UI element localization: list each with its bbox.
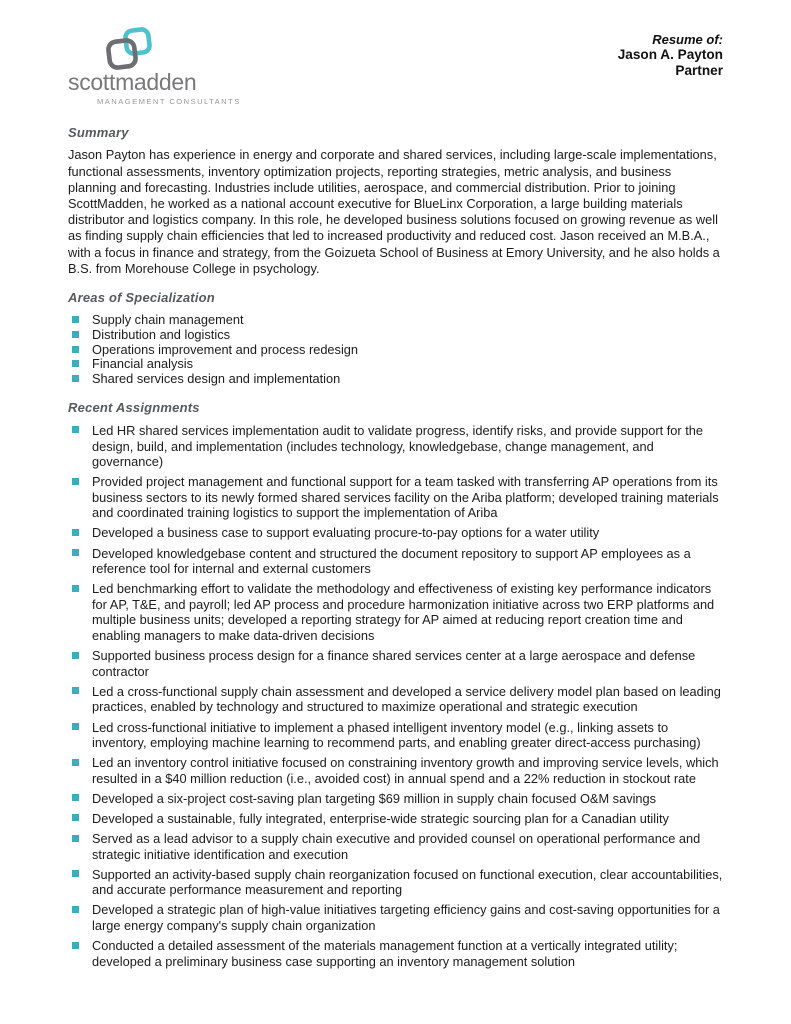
bullet-square-icon xyxy=(72,723,79,730)
resume-of-block xyxy=(618,26,723,79)
bullet-square-icon xyxy=(72,549,79,556)
list-item-text: Provided project management and functional support for a team tasked with transferring AP operations from its business sectors to its newly formed shared services facility on the Ariba platform; developed training materials and coordinated training logistics to support the implementation of Ariba xyxy=(92,474,719,521)
bullet-square-icon xyxy=(72,835,79,842)
list-item-text: Distribution and logistics xyxy=(92,326,230,342)
list-item-text: Led a cross-functional supply chain assessment and developed a service delivery model plan based on leading practices, enabled by technology and structured to maximize operational and strategic execution xyxy=(92,683,721,715)
brand-tagline: MANAGEMENT CONSULTANTS xyxy=(97,97,241,107)
bullet-square-icon xyxy=(72,426,79,433)
bullet-square-icon xyxy=(72,652,79,659)
bullet-square-icon xyxy=(72,687,79,694)
bullet-square-icon xyxy=(72,794,79,801)
list-item-text: Led cross-functional initiative to implement a phased intelligent inventory model (e.g., linking assets to inventory, employing machine learning to recommend parts, and enabling greater direct-access purchasing) xyxy=(92,719,701,751)
areas-list xyxy=(68,313,723,387)
brand-name: scottmadden xyxy=(68,69,197,95)
list-item-text: Developed a sustainable, fully integrated, enterprise-wide strategic sourcing plan for a Canadian utility xyxy=(92,810,669,826)
list-item xyxy=(68,811,723,827)
bullet-square-icon xyxy=(72,375,79,382)
list-item xyxy=(68,372,723,387)
bullet-square-icon xyxy=(72,870,79,877)
list-item xyxy=(68,313,723,328)
bullet-square-icon xyxy=(72,478,79,485)
section-areas-of-specialization xyxy=(68,290,723,387)
summary-paragraph: Jason Payton has experience in energy and corporate and shared services, including large-scale implementations, functional assessments, inventory optimization projects, reporting strategies, metric analysis, and business planning and forecasting. Industries include utilities, aerospace, and commercial distribution. Prior to joining ScottMadden, he worked as a national account executive for BlueLinx Corporation, a large building materials distributor and logistics company. In this role, he developed business solutions focused on growing revenue as well as finding supply chain efficiencies that led to increased productivity and reduced cost. Jason received an M.B.A., with a focus in finance and strategy, from the Goizueta School of Business at Emory University, and he also holds a B.S. from Morehouse College in psychology. xyxy=(68,147,720,276)
bullet-square-icon xyxy=(72,331,79,338)
bullet-square-icon xyxy=(72,316,79,323)
areas-heading: Areas of Specialization xyxy=(68,289,215,305)
list-item xyxy=(68,720,723,751)
list-item-text: Developed a six-project cost-saving plan targeting $69 million in supply chain focused O&M savings xyxy=(92,790,657,806)
list-item-text: Developed a strategic plan of high-value initiatives targeting efficiency gains and cost-saving opportunities for a large energy company's supply chain organization xyxy=(92,902,720,934)
bullet-square-icon xyxy=(72,942,79,949)
bullet-square-icon xyxy=(72,759,79,766)
list-item xyxy=(68,581,723,643)
scottmadden-logo xyxy=(68,26,241,106)
list-item-text: Supported an activity-based supply chain reorganization focused on functional execution, clear accountabilities, and accurate performance measurement and reporting xyxy=(92,866,723,898)
list-item-text: Financial analysis xyxy=(92,356,194,372)
list-item xyxy=(68,357,723,372)
person-title: Partner xyxy=(675,63,723,79)
list-item-text: Shared services design and implementation xyxy=(92,371,341,387)
list-item-text: Conducted a detailed assessment of the materials management function at a vertically integrated utility; developed a preliminary business case supporting an inventory management solution xyxy=(92,938,678,969)
list-item-text: Led benchmarking effort to validate the methodology and effectiveness of existing key performance indicators for AP, T&E, and payroll; led AP process and procedure harmonization initiative across two ERP platforms and multiple business units; developed a reporting strategy for AP aimed at reducing report creation time and enabling managers to make data-driven decisions xyxy=(92,581,715,644)
list-item xyxy=(68,328,723,343)
list-item xyxy=(68,831,723,862)
list-item xyxy=(68,902,723,933)
list-item xyxy=(68,755,723,786)
list-item-text: Led an inventory control initiative focused on constraining inventory growth and improving service levels, which resulted in a $40 million reduction (i.e., avoided cost) in annual spend and a 22% reduction in stockout rate xyxy=(92,755,719,786)
bullet-square-icon xyxy=(72,906,79,913)
list-item-text: Led HR shared services implementation audit to validate progress, identify risks, and provide support for the design, build, and implementation (includes technology, knowledgebase, change management, and governance) xyxy=(92,422,704,470)
list-item xyxy=(68,791,723,807)
bullet-square-icon xyxy=(72,346,79,353)
summary-heading: Summary xyxy=(68,125,129,141)
list-item-text: Served as a lead advisor to a supply chain executive and provided counsel on operational performance and strategic initiative identification and execution xyxy=(92,831,701,862)
list-item xyxy=(68,648,723,679)
list-item xyxy=(68,423,723,470)
person-name: Jason A. Payton xyxy=(617,47,723,63)
list-item xyxy=(68,938,723,969)
list-item-text: Developed a business case to support evaluating procure-to-pay options for a water utility xyxy=(92,525,600,541)
list-item-text: Supported business process design for a finance shared services center at a large aerospace and defense contractor xyxy=(92,648,696,679)
resume-of-label: Resume of: xyxy=(652,32,723,47)
list-item xyxy=(68,525,723,541)
section-recent-assignments xyxy=(68,400,723,969)
section-summary xyxy=(68,125,723,277)
bullet-square-icon xyxy=(72,529,79,536)
list-item xyxy=(68,684,723,715)
list-item-text: Operations improvement and process redesign xyxy=(92,341,359,357)
bullet-square-icon xyxy=(72,585,79,592)
list-item xyxy=(68,546,723,577)
list-item xyxy=(68,867,723,898)
assignments-list xyxy=(68,423,723,969)
page-header xyxy=(68,26,723,106)
list-item xyxy=(68,474,723,521)
list-item-text: Developed knowledgebase content and structured the document repository to support AP employees as a reference tool for internal and external customers xyxy=(92,545,691,577)
bullet-square-icon xyxy=(72,360,79,367)
list-item-text: Supply chain management xyxy=(92,311,244,327)
list-item xyxy=(68,343,723,358)
assignments-heading: Recent Assignments xyxy=(68,399,200,415)
bullet-square-icon xyxy=(72,814,79,821)
